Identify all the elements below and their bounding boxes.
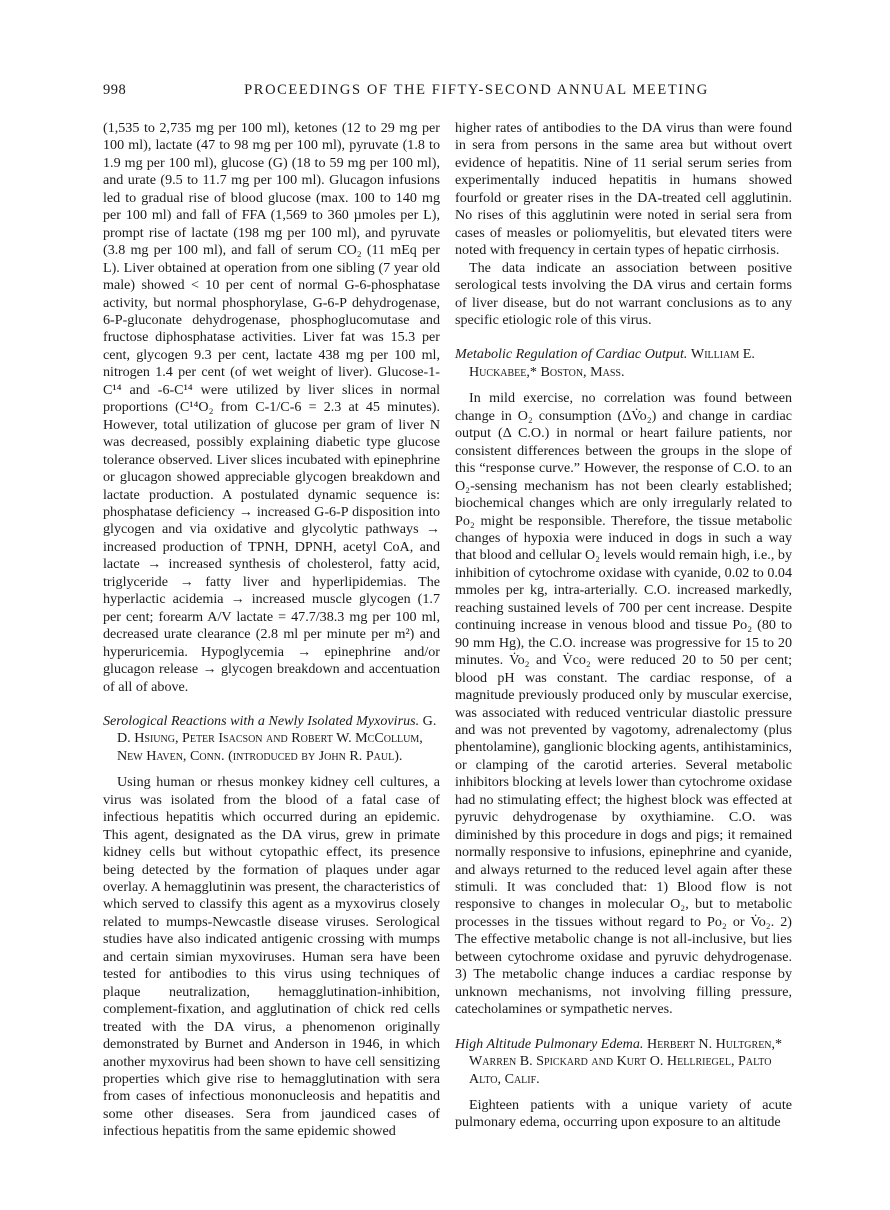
paragraph: The data indicate an association between positive serological tests involving the DA virus and certain forms of liver disease, but do not warrant conclusions as to any specific etiologic role of this virus. (455, 259, 792, 328)
running-title: PROCEEDINGS OF THE FIFTY-SECOND ANNUAL MEETING (244, 82, 709, 98)
right-column (455, 120, 792, 1132)
paragraph: In mild exercise, no correlation was found between change in O₂ consumption (ΔV̇o₂) and change in cardiac output (Δ C.O.) in normal or heart failure patients, nor consistent differences between the groups in the slope of this “response curve.” However, the response of C.O. to an O₂-sensing mechanism has not been clearly established; biochemical changes which are only irregularly related to Po₂ might be responsible. Therefore, the tissue metabolic changes of hypoxia were induced in dogs in such a way that blood and cellular O₂ levels would remain high, i.e., by inhibition of cytochrome oxidase with cyanide, 0.02 to 0.04 mmoles per kg, intra-arterially. C.O. increased markedly, reaching sustained levels of 700 per cent increase. Despite continuing increase in venous blood and tissue Po₂ (80 to 90 mm Hg), the C.O. increase was progressive for 15 to 20 minutes. V̇o₂ and V̇co₂ were reduced 20 to 50 per cent; blood pH was constant. The cardiac response, of a magnitude previously produced only by muscular exercise, was associated with reduced ventricular diastolic pressure and was not prevented by vagotomy, adrenalectomy (plus phentolamine), ganglionic blocking agents, antihistaminics, or clamping of the carotid arteries. Several metabolic inhibitors blocking at levels lower than cytochrome oxidase had no stimulating effect; the highest block was effected at pyruvic dehydrogenase by oxythiamine. C.O. was diminished by this procedure in dogs and pigs; it remained normally responsive to infusions, epinephrine and cyanide, and always returned to the reduced level again after these stimuli. It was concluded that: 1) Blood flow is not responsive to changes in molecular O₂, but to metabolic processes in the tissues without regard to Po₂ or V̇o₂. 2) The effective metabolic change is not all-inclusive, but lies between cytochrome oxidase and pyruvic dehydrogenase. 3) The metabolic change induces a cardiac response by unknown mechanisms, not involving filling pressure, catecholamines or sympathetic nerves. (455, 390, 793, 1018)
section-heading-pulmonary-edema (455, 1036, 792, 1088)
section-title: Metabolic Regulation of Cardiac Output. (455, 346, 688, 363)
section-title: High Altitude Pulmonary Edema. (455, 1035, 644, 1052)
paragraph: Using human or rhesus monkey kidney cell cultures, a virus was isolated from the blood of a fatal case of infectious hepatitis which occurred during an epidemic. This agent, designated as the DA virus, grew in primate kidney cells but without cytopathic effect, its presence being detected by the formation of plaques under agar overlay. A hemagglutinin was present, the characteristics of which served to classify this agent as a myxovirus closely related to mumps-Newcastle disease viruses. Serological studies have also indicated antigenic crossing with mumps and certain simian myxoviruses. Human sera have been tested for antibodies to this virus using techniques of plaque neutralization, hemagglutination-inhibition, complement-fixation, and agglutination of chick red cells treated with the DA virus, a phenomenon originally demonstrated by Burnet and Anderson in 1946, in which another myxovirus had been shown to have cell sensitizing properties which give rise to hemagglutination with sera from cases of infectious mononucleosis and hepatitis and some other diseases. Sera from jaundiced cases of infectious hepatitis from the same epidemic showed (103, 774, 440, 1140)
page-number: 998 (103, 82, 127, 98)
section-heading-cardiac-output (455, 346, 792, 381)
section-heading-serological (103, 713, 440, 765)
running-header (103, 82, 790, 102)
paragraph: (1,535 to 2,735 mg per 100 ml), ketones (12 to 29 mg per 100 ml), lactate (47 to 98 mg per 100 ml), pyruvate (1.8 to 1.9 mg per 100 ml), glucose (G) (18 to 59 mg per 100 ml), and urate (9.5 to 11.7 mg per 100 ml). Glucagon infusions led to gradual rise of blood glucose (max. 100 to 140 mg per 100 ml) and fall of FFA (1,569 to 360 µmoles per L), prompt rise of lactate (198 mg per 100 ml), and pyruvate (3.8 mg per 100 ml), and fall of serum CO₂ (11 mEq per L). Liver obtained at operation from one sibling (7 year old male) showed < 10 per cent of normal G-6-phosphatase activity, but normal phosphorylase, G-6-P dehydrogenase, 6-P-gluconate dehydrogenase, phosphoglucomutase and fructose diphosphatase activities. Liver fat was 15.3 per cent, glycogen 9.3 per cent, lactate 438 mg per 100 ml, nitrogen 1.4 per cent (of wet weight of liver). Glucose-1-C¹⁴ and -6-C¹⁴ were utilized by liver slices in normal proportions (C¹⁴O₂ from C-1/C-6 = 2.3 at 45 minutes). However, total utilization of glucose per gram of liver N was decreased, possibly explaining diabetic type glucose tolerance observed. Liver slices incubated with epinephrine or glucagon showed appreciable glycogen breakdown and lactate production. A postulated dynamic sequence is: phosphatase deficiency → increased G-6-P disposition into glycogen and via oxidative and glycolytic pathways → increased production of TPNH, DPNH, acetyl CoA, and lactate → increased synthesis of cholesterol, fatty acid, triglyceride → fatty liver and hyperlipidemias. The hyperlactic acidemia → increased muscle glycogen (1.7 per cent; forearm A/V lactate = 47.7/38.3 mg per 100 ml, decreased urate clearance (2.8 ml per minute per m²) and hyperuricemia. Hypoglycemia → epinephrine and/or glucagon release → glycogen breakdown and accentuation of all of above. (103, 120, 440, 695)
section-authors: William E. Huckabee,* Boston, Mass. (469, 346, 755, 380)
paragraph: higher rates of antibodies to the DA virus than were found in sera from persons in the same area but without overt evidence of hepatitis. Nine of 11 serial serum series from experimentally induced hepatitis in humans showed fourfold or greater rises in the DA-treated cell agglutinin. No rises of this agglutinin were noted in serial sera from cases of measles or poliomyelitis, but elevated titers were noted with frequency in certain types of hepatic cirrhosis. (455, 120, 792, 259)
left-column (103, 120, 440, 1141)
section-authors: Herbert N. Hultgren,* Warren B. Spickard and Kurt O. Hellriegel, Palto Alto, Calif. (469, 1035, 783, 1087)
paragraph: Eighteen patients with a unique variety of acute pulmonary edema, occurring upon exposure to an altitude (455, 1097, 792, 1131)
section-title: Serological Reactions with a Newly Isolated Myxovirus. (103, 712, 420, 729)
section-authors: G. D. Hsiung, Peter Isacson and Robert W. McCollum, New Haven, Conn. (introduced by John R. Paul). (117, 712, 437, 764)
